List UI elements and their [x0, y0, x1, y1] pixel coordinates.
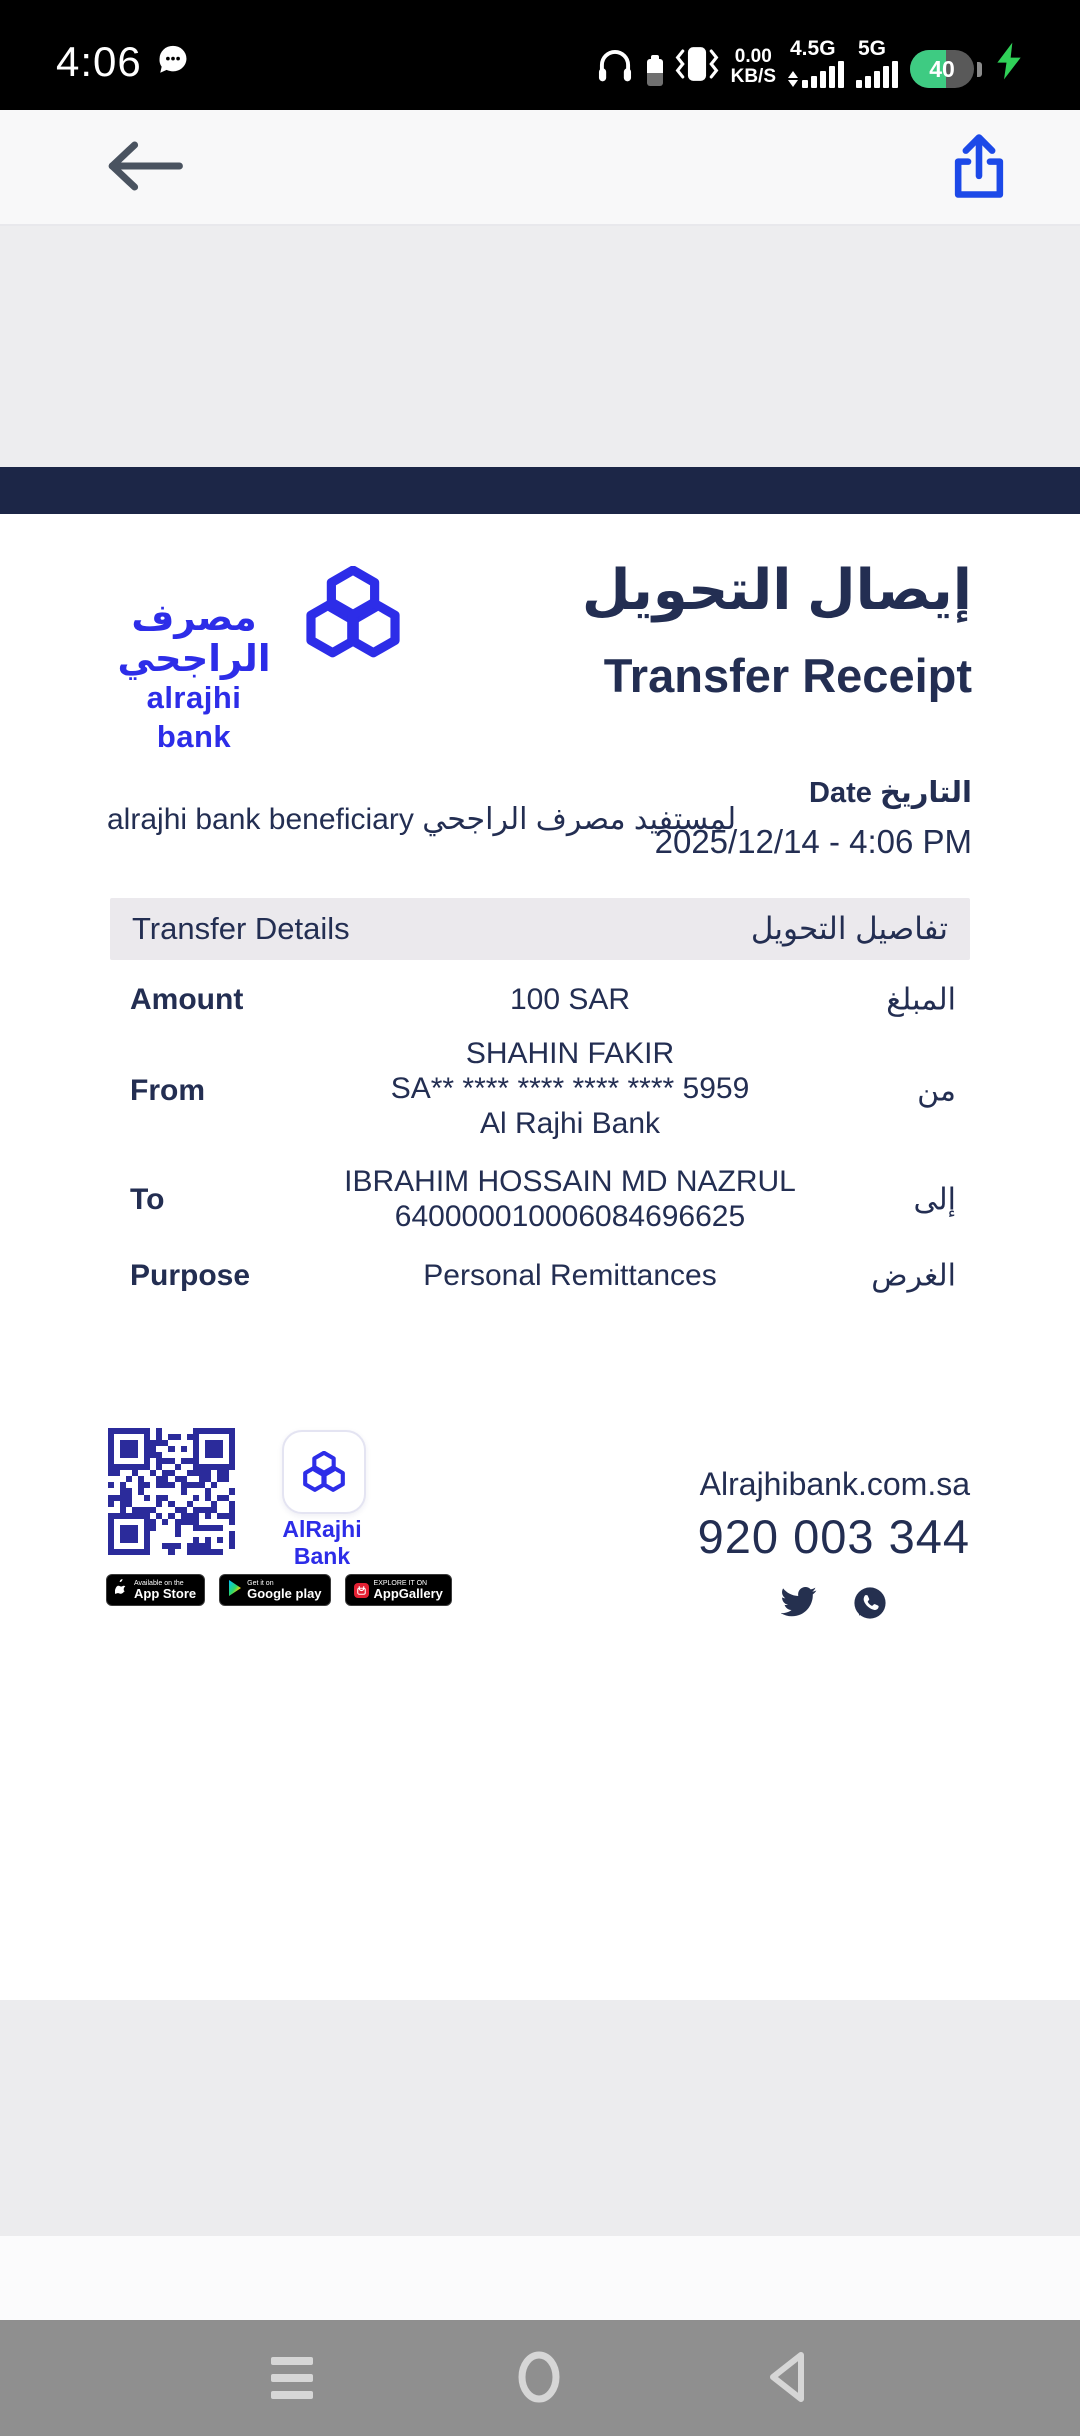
- back-triangle-icon: [765, 2350, 809, 2407]
- status-bar: [0, 0, 1080, 110]
- bank-name-english: alrajhi bank: [146, 680, 242, 755]
- date-value: 2025/12/14 - 4:06 PM: [654, 822, 972, 860]
- data-arrows-icon: [788, 71, 798, 87]
- row-purpose: [108, 1258, 972, 1294]
- receipt-title-english: Transfer Receipt: [603, 649, 972, 703]
- badge-store-name: Google play: [247, 1585, 322, 1601]
- app-label: AlRajhi Bank: [282, 1516, 362, 1569]
- appgallery-icon: [354, 1583, 369, 1598]
- row-label-en: To: [130, 1183, 165, 1216]
- back-button[interactable]: [100, 138, 186, 197]
- badge-tagline: EXPLORE IT ON: [373, 1579, 428, 1587]
- toolbar: [0, 110, 1080, 226]
- whatsapp-icon: [853, 1586, 887, 1625]
- receipt-title-arabic: إيصال التحويل: [581, 558, 972, 621]
- android-navigation-bar: [0, 2320, 1080, 2436]
- vibrate-icon: [675, 45, 719, 88]
- sim1-signal: 4.5G: [788, 38, 844, 88]
- appgallery-badge: [345, 1574, 452, 1606]
- sim2-signal: 5G: [856, 38, 898, 88]
- sender-bank: Al Rajhi Bank: [479, 1107, 661, 1140]
- row-label-en: Amount: [130, 983, 244, 1016]
- row-label-ar: المبلغ: [886, 983, 956, 1017]
- qr-code: [108, 1428, 235, 1555]
- row-label-ar: إلى: [913, 1183, 956, 1217]
- row-label-ar: من: [917, 1074, 956, 1108]
- row-from: [108, 1036, 972, 1146]
- section-title-english: Transfer Details: [132, 911, 350, 946]
- transfer-receipt: [0, 514, 1080, 2000]
- row-label-ar: الغرض: [871, 1259, 956, 1293]
- document-margin-bottom: [0, 2000, 1080, 2236]
- network-speed: 0.00 KB/S: [730, 46, 776, 87]
- receipt-header-band: [0, 467, 1080, 518]
- badge-tagline: Available on the: [134, 1579, 184, 1587]
- contact-info: [698, 1466, 970, 1625]
- recents-button[interactable]: [271, 2357, 313, 2399]
- back-nav-button[interactable]: [765, 2350, 809, 2407]
- recents-icon: [271, 2357, 313, 2399]
- home-circle-icon: [516, 2348, 562, 2409]
- section-title-arabic: تفاصيل التحويل: [750, 911, 948, 946]
- headphones-icon: [595, 47, 635, 88]
- charging-bolt-icon: [994, 41, 1024, 86]
- document-margin-top: [0, 226, 1080, 467]
- signal-bars-icon: [802, 61, 844, 88]
- headset-battery-icon: [647, 59, 663, 86]
- badge-store-name: App Store: [134, 1585, 197, 1601]
- bank-phone: 920 003 344: [697, 1510, 970, 1563]
- share-button[interactable]: [948, 132, 1010, 203]
- clock: 4:06: [56, 38, 142, 85]
- signal-bars-icon: [856, 61, 898, 88]
- document-page-edge: [0, 2236, 1080, 2320]
- badge-tagline: Get it on: [247, 1579, 274, 1587]
- app-icon: [282, 1430, 366, 1514]
- beneficiary-account: 640000010006084696625: [394, 1200, 746, 1233]
- twitter-icon: [781, 1586, 817, 1625]
- row-to: [108, 1164, 972, 1236]
- section-header: [110, 898, 970, 960]
- alrajhi-emblem-icon: [302, 566, 404, 665]
- row-value: 100 SAR: [509, 983, 631, 1016]
- beneficiary-name: IBRAHIM HOSSAIN MD NAZRUL: [344, 1165, 796, 1198]
- share-upload-icon: [948, 132, 1010, 203]
- play-triangle-icon: [228, 1580, 242, 1601]
- bank-logo: [108, 566, 404, 757]
- google-play-badge: [219, 1574, 330, 1606]
- message-notification-icon: [156, 43, 190, 82]
- bank-website: Alrajhibank.com.sa: [699, 1466, 970, 1502]
- sender-name: SHAHIN FAKIR: [465, 1037, 675, 1070]
- sender-iban: SA** **** **** **** **** 5959: [390, 1072, 750, 1105]
- apple-icon: [115, 1579, 129, 1601]
- date-label: التاريخ Date: [809, 777, 972, 809]
- purpose-value: Personal Remittances: [423, 1259, 717, 1292]
- row-label-en: From: [130, 1074, 205, 1107]
- store-badges: [106, 1574, 452, 1606]
- row-amount: [108, 982, 972, 1018]
- battery-indicator: 40: [910, 50, 974, 88]
- row-label-en: Purpose: [130, 1259, 251, 1292]
- badge-store-name: AppGallery: [373, 1585, 443, 1601]
- bank-name-arabic: مصرف الراجحي: [117, 597, 271, 679]
- back-arrow-icon: [100, 138, 186, 197]
- battery-nub: [977, 62, 982, 77]
- home-button[interactable]: [516, 2348, 562, 2409]
- app-store-badge: [106, 1574, 205, 1606]
- beneficiary-note: alrajhi bank beneficiary لمستفيد مصرف الراجحي: [107, 803, 737, 836]
